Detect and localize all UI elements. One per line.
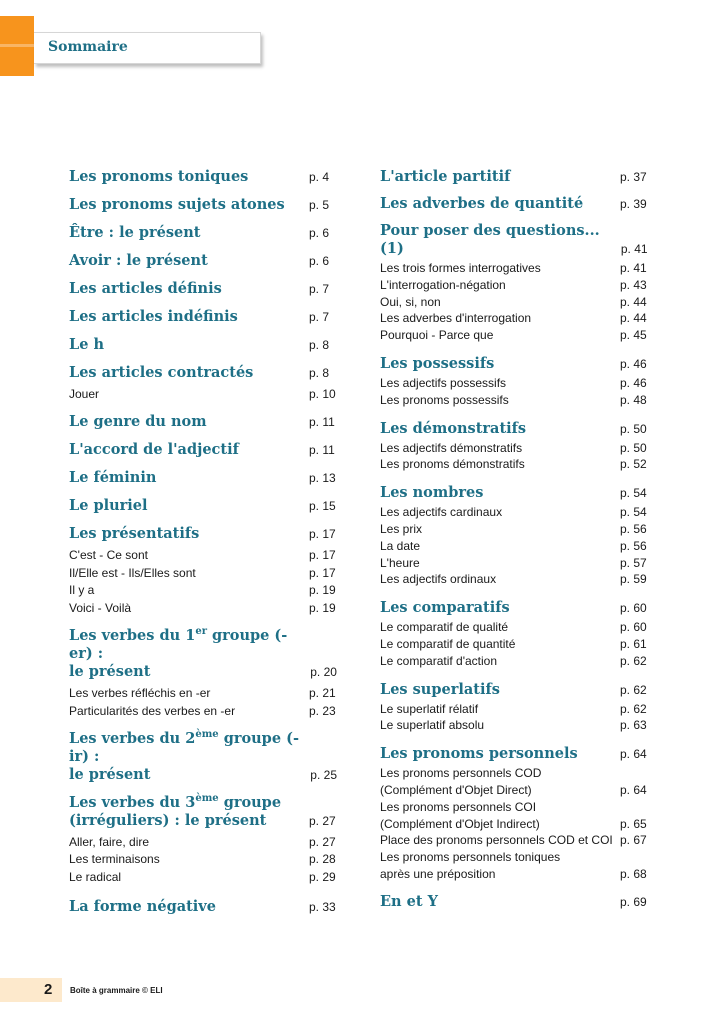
toc-subentry[interactable]: Le comparatif de quantité p. 61 bbox=[380, 636, 647, 651]
toc-subentry[interactable]: Les trois formes interrogatives p. 41 bbox=[380, 261, 647, 275]
toc-right-column bbox=[380, 168, 648, 911]
toc-entry[interactable]: Être : le présent p. 6 bbox=[69, 224, 330, 241]
toc-entry-title: Les verbes du 1er groupe (-er) : le présent bbox=[69, 626, 288, 680]
toc-subentry[interactable]: Le superlatif absolu p. 63 bbox=[380, 718, 647, 733]
corner-tab-stripe bbox=[0, 44, 34, 47]
toc-entry[interactable]: Les nombres p. 54 bbox=[380, 484, 647, 502]
toc-entry-title: Les verbes du 2ème groupe (-ir) : le présent bbox=[69, 728, 299, 783]
toc-subentry[interactable]: Place des pronoms personnels COD et COI p. 67 bbox=[380, 833, 647, 848]
header-bar bbox=[34, 32, 261, 64]
toc-entry[interactable]: Les adverbes de quantité p. 39 bbox=[380, 195, 647, 212]
toc-subentry[interactable]: Particularités des verbes en -er p. 23 bbox=[69, 703, 336, 718]
toc-subentry[interactable]: Le superlatif rélatif p. 62 bbox=[380, 701, 647, 716]
toc-subentry[interactable]: Les pronoms possessifs p. 48 bbox=[380, 392, 647, 407]
toc-entry[interactable]: Les articles définis p. 7 bbox=[69, 280, 330, 297]
toc-entry[interactable]: Les verbes du 3ème groupe (irréguliers) : le présent p. 27 bbox=[69, 792, 336, 829]
page-number: 2 bbox=[44, 981, 53, 998]
toc-entry[interactable]: Les possessifs p. 46 bbox=[380, 354, 647, 372]
toc-entry[interactable]: Le genre du nom p. 11 bbox=[69, 412, 335, 430]
toc-entry[interactable]: Le pluriel p. 15 bbox=[69, 496, 336, 514]
toc-entry[interactable]: L'article partitif p. 37 bbox=[380, 168, 647, 185]
toc-entry[interactable]: Avoir : le présent p. 6 bbox=[69, 252, 330, 269]
toc-subentry[interactable]: Les pronoms personnels COI (Complément d'Objet Indirect) p. 65 bbox=[380, 799, 647, 831]
toc-entry[interactable]: Pour poser des questions... (1) p. 41 bbox=[380, 222, 648, 257]
toc-entry-title: Les verbes du 3ème groupe (irréguliers) : le présent bbox=[69, 792, 282, 829]
toc-entry[interactable]: Les démonstratifs p. 50 bbox=[380, 419, 647, 437]
toc-entry[interactable]: Les comparatifs p. 60 bbox=[380, 599, 647, 617]
toc-entry[interactable]: Le féminin p. 13 bbox=[69, 468, 336, 486]
toc-entry[interactable]: L'accord de l'adjectif p. 11 bbox=[69, 440, 335, 458]
toc-subentry[interactable]: C'est - Ce sont p. 17 bbox=[69, 547, 336, 562]
toc-entry[interactable]: Les articles indéfinis p. 7 bbox=[69, 308, 330, 325]
toc-subentry[interactable]: Le radical p. 29 bbox=[69, 870, 336, 885]
toc-entry[interactable]: Les articles contractés p. 8 bbox=[69, 364, 330, 381]
toc-entry[interactable]: La forme négative p. 33 bbox=[69, 897, 336, 915]
toc-subentry[interactable]: Les prix p. 56 bbox=[380, 521, 647, 536]
toc-subentry[interactable]: Les pronoms démonstratifs p. 52 bbox=[380, 457, 647, 472]
toc-subentry[interactable]: Voici - Voilà p. 19 bbox=[69, 601, 336, 616]
toc-entry[interactable]: Les pronoms toniques p. 4 bbox=[69, 168, 330, 185]
toc-subentry[interactable]: L'interrogation-négation p. 43 bbox=[380, 277, 647, 292]
toc-entry[interactable]: Les présentatifs p. 17 bbox=[69, 524, 336, 542]
toc-subentry[interactable]: Les verbes réfléchis en -er p. 21 bbox=[69, 685, 336, 700]
toc-entry[interactable]: Les pronoms personnels p. 64 bbox=[380, 745, 647, 763]
toc-subentry[interactable]: Jouer p. 10 bbox=[69, 387, 336, 401]
toc-subentry[interactable]: La date p. 56 bbox=[380, 538, 647, 553]
toc-subentry[interactable]: Les adverbes d'interrogation p. 44 bbox=[380, 311, 647, 326]
toc-subentry[interactable]: Il/Elle est - Ils/Elles sont p. 17 bbox=[69, 565, 336, 580]
toc-subentry[interactable]: Le comparatif d'action p. 62 bbox=[380, 653, 647, 668]
toc-subentry[interactable]: Les adjectifs ordinaux p. 59 bbox=[380, 572, 647, 587]
toc-entry[interactable]: Les superlatifs p. 62 bbox=[380, 680, 647, 698]
toc-subentry[interactable]: Les pronoms personnels COD (Complément d'Objet Direct) p. 64 bbox=[380, 766, 647, 797]
toc-subentry[interactable]: Les terminaisons p. 28 bbox=[69, 852, 336, 867]
toc-entry[interactable]: Les verbes du 2ème groupe (-ir) : le présent p. 25 bbox=[69, 728, 337, 783]
header-title: Sommaire bbox=[48, 39, 128, 55]
corner-tab bbox=[0, 16, 34, 76]
toc-entry[interactable]: Le h p. 8 bbox=[69, 336, 330, 353]
toc-subentry[interactable]: Les adjectifs démonstratifs p. 50 bbox=[380, 440, 647, 455]
toc-entry[interactable]: Les pronoms sujets atones p. 5 bbox=[69, 196, 330, 213]
toc-subentry[interactable]: Les pronoms personnels toniques après une préposition p. 68 bbox=[380, 850, 647, 881]
toc-subentry[interactable]: Aller, faire, dire p. 27 bbox=[69, 834, 336, 849]
toc-subentry[interactable]: L'heure p. 57 bbox=[380, 555, 647, 570]
toc-entry[interactable]: En et Y p. 69 bbox=[380, 892, 647, 910]
toc-subentry[interactable]: Les adjectifs cardinaux p. 54 bbox=[380, 505, 647, 520]
toc-subentry[interactable]: Pourquoi - Parce que p. 45 bbox=[380, 328, 647, 343]
toc-entry[interactable]: Les verbes du 1er groupe (-er) : le présent p. 20 bbox=[69, 626, 337, 680]
toc-subentry[interactable]: Les adjectifs possessifs p. 46 bbox=[380, 375, 647, 390]
toc-left-column bbox=[69, 168, 337, 916]
toc-subentry[interactable]: Le comparatif de qualité p. 60 bbox=[380, 620, 647, 635]
footer-tab bbox=[0, 978, 62, 1002]
footer-credit: Boîte à grammaire © ELI bbox=[70, 986, 163, 995]
toc-subentry[interactable]: Il y a p. 19 bbox=[69, 583, 336, 598]
toc-subentry[interactable]: Oui, si, non p. 44 bbox=[380, 294, 647, 309]
